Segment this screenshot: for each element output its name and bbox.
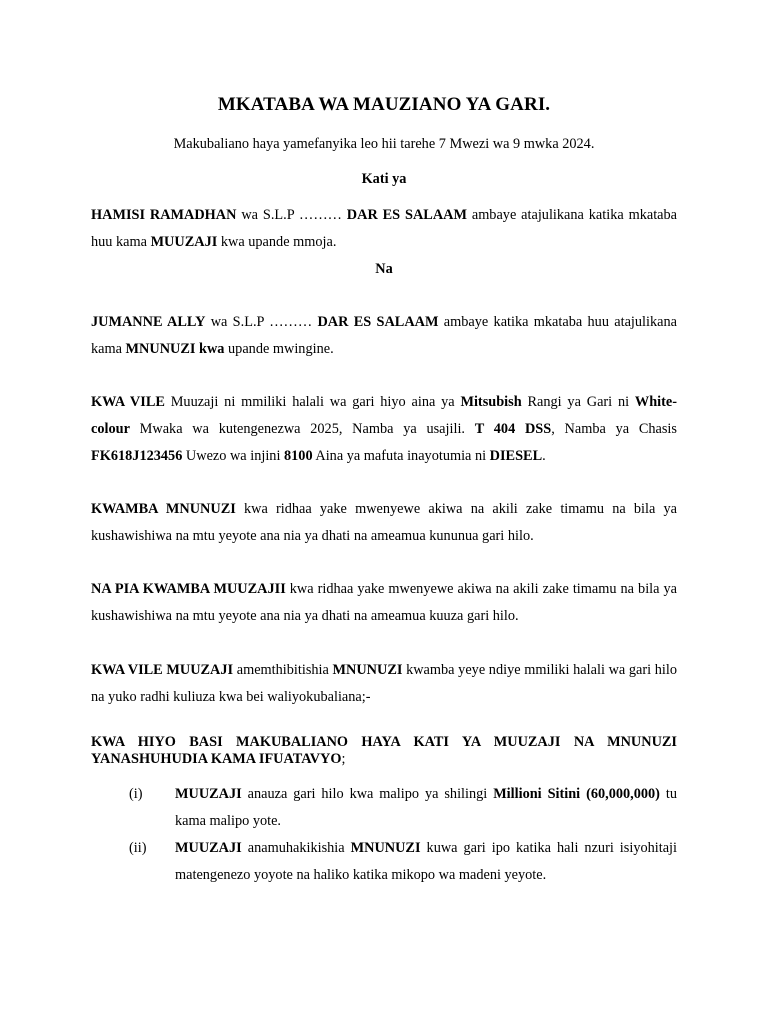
list-item-text — [175, 781, 677, 835]
buyer-clause-lead: KWAMBA MNUNUZI — [91, 501, 236, 517]
buyer-clause — [91, 496, 677, 550]
seller-role: MUUZAJI — [150, 234, 218, 250]
between-label: Kati ya — [361, 171, 407, 187]
seller-name: HAMISI RAMADHAN — [91, 207, 237, 223]
list-item-text — [175, 835, 677, 889]
vehicle-text-2: Rangi ya Gari ni — [521, 394, 635, 410]
list-item-buyer: MNUNUZI — [350, 840, 421, 856]
buyer-role: MNUNUZI kwa — [125, 341, 225, 357]
vehicle-text-7: . — [542, 448, 546, 464]
seller-text: ambaye atajulikana katika mkataba huu kama — [91, 207, 677, 250]
seller-clause-lead: NA PIA KWAMBA MUUZAJII — [91, 581, 286, 597]
assurance-buyer: MNUNUZI — [332, 662, 403, 678]
list-item-number: (ii) — [129, 840, 147, 856]
vehicle-colour: White-colour — [91, 394, 677, 437]
vehicle-registration: T 404 DSS — [474, 421, 552, 437]
list-item-lead: MUUZAJI — [175, 786, 242, 802]
assurance-text-2: kwamba yeye ndiye mmiliki halali wa gari hilo na yuko radhi kuliuza kwa bei waliyokubaliana;- — [91, 662, 678, 705]
vehicle-chassis: FK618J123456 — [91, 448, 183, 464]
intro-line: Makubaliano haya yamefanyika leo hii tarehe 7 Mwezi wa 9 mwka 2024. — [173, 136, 595, 152]
buyer-text: ambaye katika mkataba huu atajulikana kama — [91, 314, 677, 357]
vehicle-lead: KWA VILE — [91, 394, 165, 410]
buyer-text-end: upande mwingine. — [224, 341, 334, 357]
vehicle-text-3: Mwaka wa kutengenezwa 2025, Namba ya usajili. — [129, 421, 475, 437]
witness-heading-tail: ; — [341, 751, 346, 767]
witness-heading — [91, 734, 677, 768]
list-item-text-2: kuwa gari ipo katika hali nzuri isiyohitaji matengenezo yoyote na haliko katika mikopo wa madeni yeyote. — [175, 840, 677, 883]
list-item-text-2: tu kama malipo yote. — [175, 786, 677, 829]
witness-heading-bold: KWA HIYO BASI MAKUBALIANO HAYA KATI YA MUUZAJI NA MNUNUZI YANASHUHUDIA KAMA IFUATAVYO — [91, 734, 677, 767]
list-item-number: (i) — [129, 786, 143, 802]
assurance-lead: KWA VILE MUUZAJI — [91, 662, 234, 678]
assurance-clause — [91, 657, 677, 711]
vehicle-text-6: Aina ya mafuta inayotumia ni — [312, 448, 490, 464]
and-label: Na — [375, 261, 393, 277]
seller-city: DAR ES SALAAM — [346, 207, 467, 223]
vehicle-fuel: DIESEL — [489, 448, 543, 464]
seller-clause-text: kwa ridhaa yake mwenyewe akiwa na akili zake timamu na bila ya kushawishiwa na mtu yeyote ana nia ya dhati na ameamua kuuza gari hilo. — [91, 581, 677, 624]
vehicle-text-5: Uwezo wa injini — [182, 448, 284, 464]
buyer-po-box: wa S.L.P ……… — [205, 314, 318, 330]
buyer-name: JUMANNE ALLY — [91, 314, 206, 330]
list-item-amount: Millioni Sitini (60,000,000) — [493, 786, 660, 802]
vehicle-make: Mitsubish — [460, 394, 522, 410]
buyer-clause-text: kwa ridhaa yake mwenyewe akiwa na akili zake timamu na bila ya kushawishiwa na mtu yeyote ana nia ya dhati na ameamua kununua gari hilo. — [91, 501, 677, 544]
buyer-city: DAR ES SALAAM — [317, 314, 439, 330]
seller-paragraph — [91, 202, 677, 256]
seller-text-end: kwa upande mmoja. — [217, 234, 337, 250]
buyer-paragraph — [91, 309, 677, 363]
vehicle-text-4: , Namba ya Chasis — [551, 421, 677, 437]
list-item-text-1: anamuhakikishia — [241, 840, 351, 856]
document-title: MKATABA WA MAUZIANO YA GARI. — [217, 94, 551, 115]
vehicle-paragraph — [91, 389, 677, 470]
assurance-text-1: amemthibitishia — [233, 662, 333, 678]
list-item-lead: MUUZAJI — [175, 840, 242, 856]
seller-po-box: wa S.L.P ……… — [236, 207, 347, 223]
vehicle-engine: 8100 — [284, 448, 313, 464]
seller-clause — [91, 576, 677, 630]
vehicle-text-1: Muuzaji ni mmiliki halali wa gari hiyo aina ya — [164, 394, 461, 410]
list-item-text-1: anauza gari hilo kwa malipo ya shilingi — [241, 786, 494, 802]
